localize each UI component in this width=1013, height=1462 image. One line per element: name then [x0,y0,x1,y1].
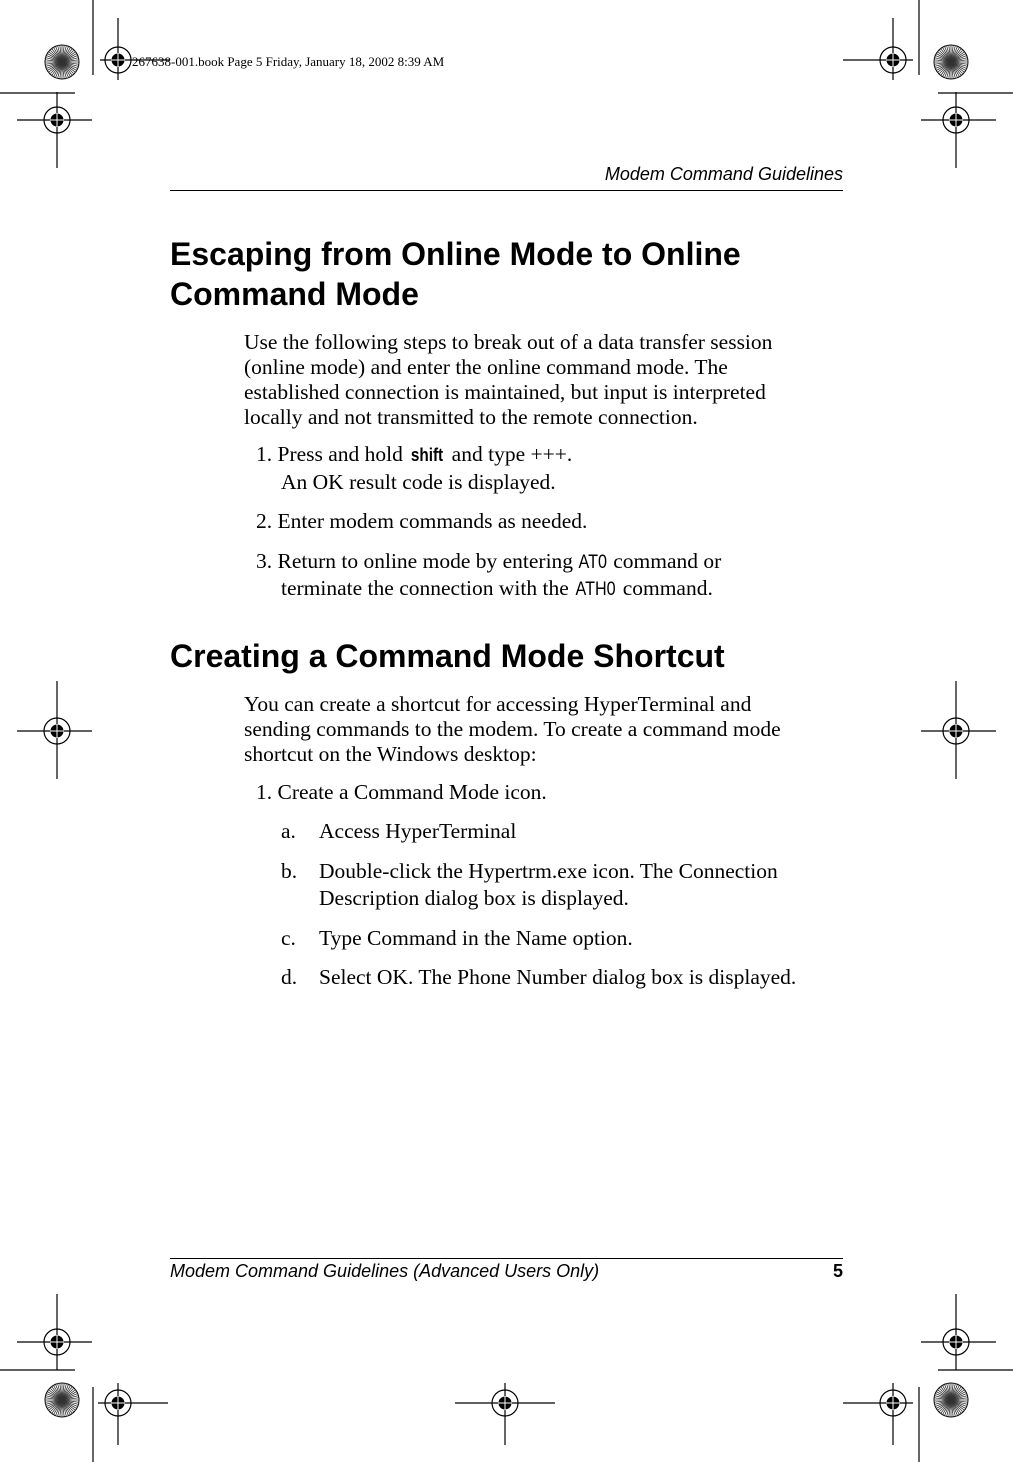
substep-b: b. Double-click the Hypertrm.exe icon. The Connection [281,859,778,883]
section-intro: You can create a shortcut for accessing HyperTerminal and sending commands to the modem. To create a command mode shortcut on the Windows desktop: [244,692,781,766]
step-2: 2. Enter modem commands as needed. [256,509,588,533]
substep-b-line2: Description dialog box is displayed. [319,886,629,910]
page-number: 5 [832,1261,843,1281]
step-3-line2: terminate the connection with the ATH0 command. [281,576,713,600]
section-heading: Escaping from Online Mode to Online Command Mode [170,236,741,312]
step-3: 3. Return to online mode by entering AT0 command or [256,549,722,573]
section-intro: Use the following steps to break out of a data transfer session (online mode) and enter the online command mode. The established connection is maintained, but input is interpreted locally and not transmitted to the remote connection. [244,330,773,429]
substep-a: a. Access HyperTerminal [281,819,517,843]
print-stamp: 267638-001.book Page 5 Friday, January 18, 2002 8:39 AM [132,54,445,69]
header-rule [170,190,843,191]
shift-key: shift [411,445,444,465]
step-1: 1. Create a Command Mode icon. [256,780,547,804]
substep-c: c. Type Command in the Name option. [281,926,633,950]
substep-d: d. Select OK. The Phone Number dialog box is displayed. [281,965,797,989]
running-header: Modem Command Guidelines [604,164,843,184]
step-1: 1. Press and hold shift and type +++. [256,442,573,466]
footer-rule [170,1258,843,1259]
footer-title: Modem Command Guidelines (Advanced Users Only) [170,1261,600,1281]
section-heading: Creating a Command Mode Shortcut [170,638,725,674]
step-1-note: An OK result code is displayed. [281,470,556,494]
